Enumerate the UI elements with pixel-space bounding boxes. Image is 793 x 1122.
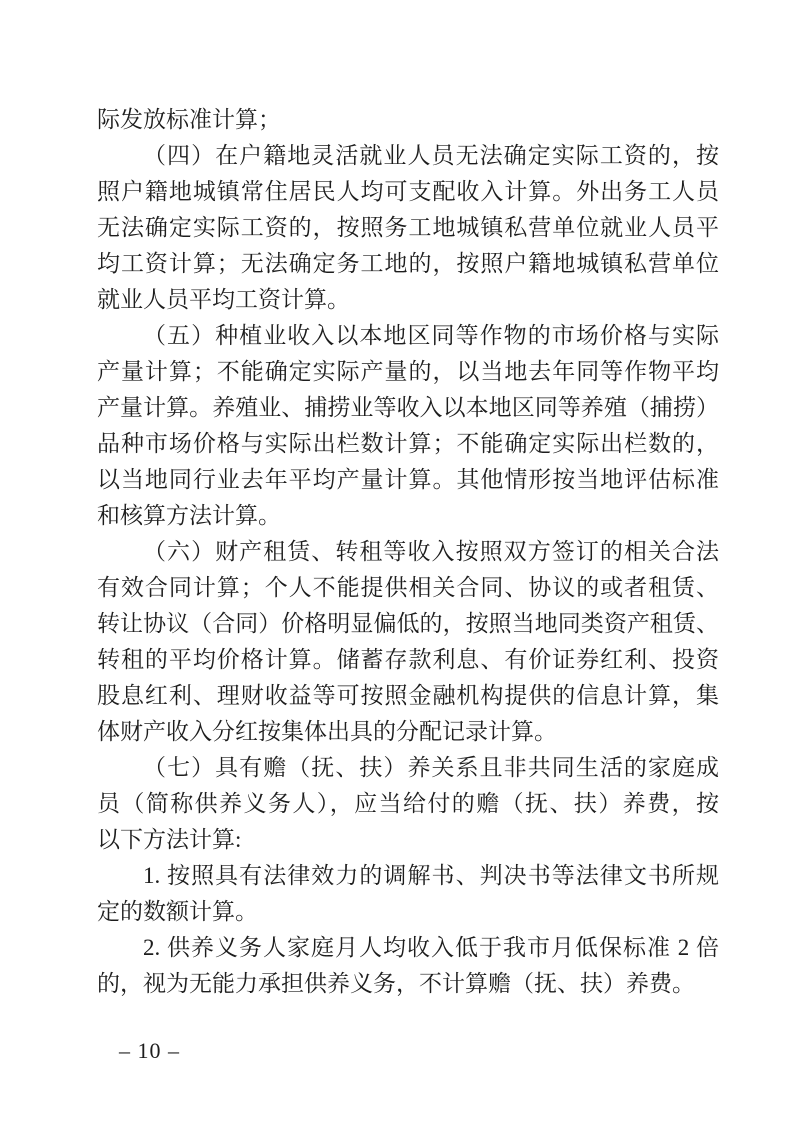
text-line: 的，视为无能力承担供养义务，不计算赡（抚、扶）养费。 — [97, 971, 695, 996]
text-line: 股息红利、理财收益等可按照金融机构提供的信息计算，集 — [97, 683, 719, 708]
text-line: （四）在户籍地灵活就业人员无法确定实际工资的，按 — [143, 143, 719, 168]
text-line: 定的数额计算。 — [97, 899, 258, 924]
text-line: 和核算方法计算。 — [97, 503, 281, 528]
text-line: 照户籍地城镇常住居民人均可支配收入计算。外出务工人员 — [97, 179, 719, 204]
text-line: 1. 按照具有法律效力的调解书、判决书等法律文书所规 — [143, 863, 719, 888]
document-text — [97, 102, 719, 1002]
text-line: 2. 供养义务人家庭月人均收入低于我市月低保标准 2 倍 — [143, 935, 719, 960]
text-line: （七）具有赡（抚、扶）养关系且非共同生活的家庭成 — [143, 755, 719, 780]
text-line: 产量计算。养殖业、捕捞业等收入以本地区同等养殖（捕捞） — [97, 395, 719, 420]
text-line: 就业人员平均工资计算。 — [97, 287, 350, 312]
text-line: 均工资计算；无法确定务工地的，按照户籍地城镇私营单位 — [97, 251, 719, 276]
text-line: 无法确定实际工资的，按照务工地城镇私营单位就业人员平 — [97, 215, 719, 240]
text-line: 转让协议（合同）价格明显偏低的，按照当地同类资产租赁、 — [97, 611, 719, 636]
text-line: 际发放标准计算； — [97, 107, 281, 132]
text-line: 以当地同行业去年平均产量计算。其他情形按当地评估标准 — [97, 467, 719, 492]
text-line: 体财产收入分红按集体出具的分配记录计算。 — [97, 719, 557, 744]
text-line: 员（简称供养义务人），应当给付的赡（抚、扶）养费，按 — [97, 791, 719, 816]
text-line: 产量计算；不能确定实际产量的，以当地去年同等作物平均 — [97, 359, 719, 384]
text-line: 品种市场价格与实际出栏数计算；不能确定实际出栏数的， — [97, 431, 719, 456]
page-number: – 10 – — [119, 1038, 180, 1063]
text-line: （六）财产租赁、转租等收入按照双方签订的相关合法 — [143, 539, 719, 564]
text-line: 转租的平均价格计算。储蓄存款利息、有价证券红利、投资 — [97, 647, 719, 672]
text-line: 以下方法计算: — [97, 827, 242, 852]
text-line: 有效合同计算；个人不能提供相关合同、协议的或者租赁、 — [97, 575, 719, 600]
text-line: （五）种植业收入以本地区同等作物的市场价格与实际 — [143, 323, 719, 348]
